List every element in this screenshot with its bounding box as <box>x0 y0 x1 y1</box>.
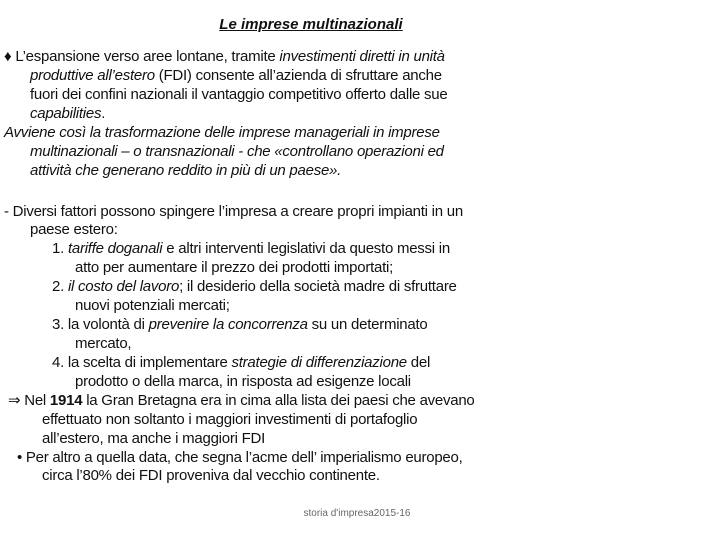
text-line <box>30 161 341 180</box>
text-segment: produttive all’estero <box>30 67 155 84</box>
text-segment: tariffe doganali <box>67 240 163 257</box>
text-segment: nuovi potenziali mercati; <box>75 297 230 314</box>
text-line <box>4 47 445 66</box>
text-line <box>52 315 428 334</box>
text-line <box>30 85 448 104</box>
text-segment: strategie di differenziazione <box>231 354 407 371</box>
text-line <box>75 296 230 315</box>
text-segment: paese estero: <box>30 221 118 238</box>
text-line <box>30 104 105 123</box>
text-line <box>8 391 475 410</box>
text-segment: investimenti diretti in unità <box>279 48 445 65</box>
text-segment: effettuato non soltanto i maggiori investimenti di portafoglio <box>42 411 418 428</box>
text-line <box>4 123 440 142</box>
text-segment: . <box>101 105 106 122</box>
text-segment: 4. la scelta di implementare <box>52 354 232 371</box>
text-segment: prodotto o della marca, in risposta ad esigenze locali <box>75 373 411 390</box>
text-line <box>4 202 463 221</box>
text-segment: del <box>406 354 431 371</box>
text-segment: 1. <box>52 240 68 257</box>
text-line <box>75 372 411 391</box>
text-line <box>52 353 430 372</box>
slide-title: Le imprese multinazionali <box>219 16 403 33</box>
text-line <box>30 220 118 239</box>
text-segment: attività che generano reddito in più di un paese». <box>30 162 342 179</box>
text-segment: all’estero, ma anche i maggiori FDI <box>42 430 266 447</box>
text-segment: - Diversi fattori possono spingere l’impresa a creare propri impianti in un <box>4 203 463 220</box>
text-segment: prevenire la concorrenza <box>148 316 308 333</box>
text-segment: mercato, <box>75 335 132 352</box>
text-line <box>42 429 265 448</box>
text-segment: atto per aumentare il prezzo dei prodotti importati; <box>75 259 394 276</box>
text-line <box>30 142 444 161</box>
text-segment: su un determinato <box>307 316 428 333</box>
text-segment: 2. <box>52 278 68 295</box>
text-segment: ♦ L’espansione verso aree lontane, tramite <box>4 48 280 65</box>
text-line <box>75 334 131 353</box>
text-segment: • Per altro a quella data, che segna l’acme dell’ imperialismo europeo, <box>17 449 463 466</box>
text-segment: la Gran Bretagna era in cima alla lista dei paesi che avevano <box>82 392 475 409</box>
text-segment: 3. la volontà di <box>52 316 149 333</box>
text-segment: ⇒ Nel <box>8 392 50 409</box>
text-line <box>42 410 417 429</box>
text-line <box>75 258 393 277</box>
footer-text: storia d'impresa2015-16 <box>303 508 411 519</box>
text-segment: circa l’80% dei FDI proveniva dal vecchio continente. <box>42 467 380 484</box>
text-segment: fuori dei confini nazionali il vantaggio competitivo offerto dalle sue <box>30 86 448 103</box>
text-line <box>52 239 450 258</box>
text-segment: (FDI) consente all’azienda di sfruttare anche <box>154 67 442 84</box>
text-segment: multinazionali – o transnazionali - che «controllano operazioni ed <box>30 143 444 160</box>
text-line <box>17 448 463 467</box>
text-segment: 1914 <box>49 392 83 409</box>
text-line <box>52 277 457 296</box>
text-segment: il costo del lavoro <box>67 278 180 295</box>
footer <box>0 508 720 519</box>
text-line <box>30 66 442 85</box>
text-segment: ; il desiderio della società madre di sfruttare <box>179 278 457 295</box>
text-segment: capabilities <box>30 105 102 122</box>
text-segment: Avviene così la trasformazione delle imprese manageriali in imprese <box>4 124 440 141</box>
text-segment: e altri interventi legislativi da questo messi in <box>162 240 450 257</box>
text-line <box>42 466 380 485</box>
